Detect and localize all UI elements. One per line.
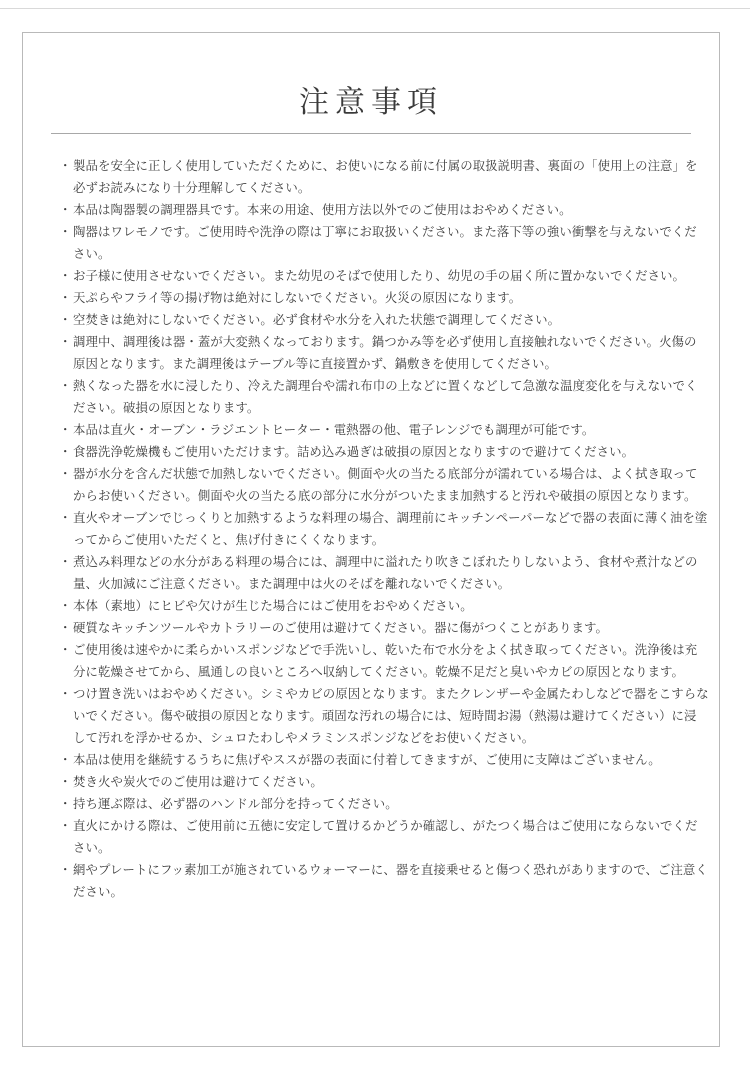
caution-item: [57, 859, 709, 903]
caution-item: [57, 331, 709, 375]
caution-list: [57, 155, 709, 903]
bullet-mark: ・: [59, 818, 72, 833]
bullet-mark: ・: [59, 378, 72, 393]
caution-item: [57, 287, 709, 309]
bullet-mark: ・: [59, 774, 72, 789]
caution-text: 食器洗浄乾燥機もご使用いただけます。詰め込み過ぎは破損の原因となりますので避けてください。: [73, 444, 635, 459]
caution-item: [57, 551, 709, 595]
caution-item: [57, 507, 709, 551]
caution-item: [57, 749, 709, 771]
caution-text: 本体（素地）にヒビや欠けが生じた場合にはご使用をおやめください。: [73, 598, 473, 613]
page-title: 注意事項: [299, 85, 443, 120]
caution-text: 製品を安全に正しく使用していただくために、お使いになる前に付属の取扱説明書、裏面の「使用上の注意」を必ずお読みになり十分理解してください。: [73, 158, 698, 195]
caution-text: 直火やオーブンでじっくりと加熱するような料理の場合、調理前にキッチンペーパーなどで器の表面に薄く油を塗ってからご使用いただくと、焦げ付きにくくなります。: [73, 510, 708, 547]
bullet-mark: ・: [59, 598, 72, 613]
caution-item: [57, 617, 709, 639]
caution-text: 天ぷらやフライ等の揚げ物は絶対にしないでください。火災の原因になります。: [73, 290, 522, 305]
caution-item: [57, 793, 709, 815]
caution-text: 器が水分を含んだ状態で加熱しないでください。側面や火の当たる底部分が濡れている場合は、よく拭き取ってからお使いください。側面や火の当たる底の部分に水分がついたまま加熱すると汚れや破損の原因となります。: [73, 466, 698, 503]
caution-card: [22, 32, 720, 1047]
bullet-mark: ・: [59, 752, 72, 767]
bullet-mark: ・: [59, 466, 72, 481]
caution-item: [57, 771, 709, 793]
bullet-mark: ・: [59, 686, 72, 701]
caution-item: [57, 639, 709, 683]
caution-text: 焚き火や炭火でのご使用は避けてください。: [73, 774, 323, 789]
bullet-mark: ・: [59, 158, 72, 173]
caution-text: 調理中、調理後は器・蓋が大変熱くなっております。鍋つかみ等を必ず使用し直接触れないでください。火傷の原因となります。また調理後はテーブル等に直接置かず、鍋敷きを使用してください。: [73, 334, 697, 371]
bullet-mark: ・: [59, 554, 72, 569]
bullet-mark: ・: [59, 422, 72, 437]
caution-item: [57, 815, 709, 859]
caution-text: お子様に使用させないでください。また幼児のそばで使用したり、幼児の手の届く所に置かないでください。: [73, 268, 686, 283]
bullet-mark: ・: [59, 290, 72, 305]
bullet-mark: ・: [59, 268, 72, 283]
caution-item: [57, 463, 709, 507]
caution-text: つけ置き洗いはおやめください。シミやカビの原因となります。またクレンザーや金属たわしなどで器をこすらないでください。傷や破損の原因となります。頑固な汚れの場合には、短時間お湯（熱湯は避けてください）に浸して汚れを浮かせるか、シュロたわしやメラミンスポンジなどをお使いください。: [73, 686, 709, 745]
caution-text: 空焚きは絶対にしないでください。必ず食材や水分を入れた状態で調理してください。: [73, 312, 561, 327]
caution-item: [57, 375, 709, 419]
caution-text: 本品は直火・オーブン・ラジエントヒーター・電熱器の他、電子レンジでも調理が可能です。: [73, 422, 595, 437]
top-divider: [0, 8, 750, 9]
bullet-mark: ・: [59, 796, 72, 811]
caution-item: [57, 595, 709, 617]
caution-text: 本品は陶器製の調理器具です。本来の用途、使用方法以外でのご使用はおやめください。: [73, 202, 572, 217]
caution-text: 直火にかける際は、ご使用前に五徳に安定して置けるかどうか確認し、がたつく場合はご使用にならないでください。: [73, 818, 698, 855]
caution-item: [57, 419, 709, 441]
title-divider: [51, 133, 691, 134]
caution-item: [57, 441, 709, 463]
caution-item: [57, 155, 709, 199]
caution-item: [57, 265, 709, 287]
bullet-mark: ・: [59, 312, 72, 327]
bullet-mark: ・: [59, 862, 72, 877]
caution-text: 本品は使用を継続するうちに焦げやススが器の表面に付着してきますが、ご使用に支障はございません。: [73, 752, 661, 767]
bullet-mark: ・: [59, 510, 72, 525]
caution-text: 熱くなった器を水に浸したり、冷えた調理台や濡れ布巾の上などに置くなどして急激な温度変化を与えないでください。破損の原因となります。: [73, 378, 698, 415]
caution-text: 持ち運ぶ際は、必ず器のハンドル部分を持ってください。: [73, 796, 398, 811]
bullet-mark: ・: [59, 444, 72, 459]
bullet-mark: ・: [59, 202, 72, 217]
caution-text: 網やプレートにフッ素加工が施されているウォーマーに、器を直接乗せると傷つく恐れがありますので、ご注意ください。: [73, 862, 708, 899]
caution-text: 煮込み料理などの水分がある料理の場合には、調理中に溢れたり吹きこぼれたりしないよう、食材や煮汁などの量、火加減にご注意ください。また調理中は火のそばを離れないでください。: [73, 554, 698, 591]
caution-text: 硬質なキッチンツールやカトラリーのご使用は避けてください。器に傷がつくことがあります。: [73, 620, 608, 635]
caution-text: ご使用後は速やかに柔らかいスポンジなどで手洗いし、乾いた布で水分をよく拭き取ってください。洗浄後は充分に乾燥させてから、風通しの良いところへ収納してください。乾燥不足だと臭いやカビの原因となります。: [73, 642, 698, 679]
caution-text: 陶器はワレモノです。ご使用時や洗浄の際は丁寧にお取扱いください。また落下等の強い衝撃を与えないでください。: [73, 224, 697, 261]
bullet-mark: ・: [59, 642, 72, 657]
caution-item: [57, 221, 709, 265]
caution-item: [57, 309, 709, 331]
caution-item: [57, 199, 709, 221]
bullet-mark: ・: [59, 334, 72, 349]
bullet-mark: ・: [59, 620, 72, 635]
bullet-mark: ・: [59, 224, 72, 239]
caution-item: [57, 683, 709, 749]
